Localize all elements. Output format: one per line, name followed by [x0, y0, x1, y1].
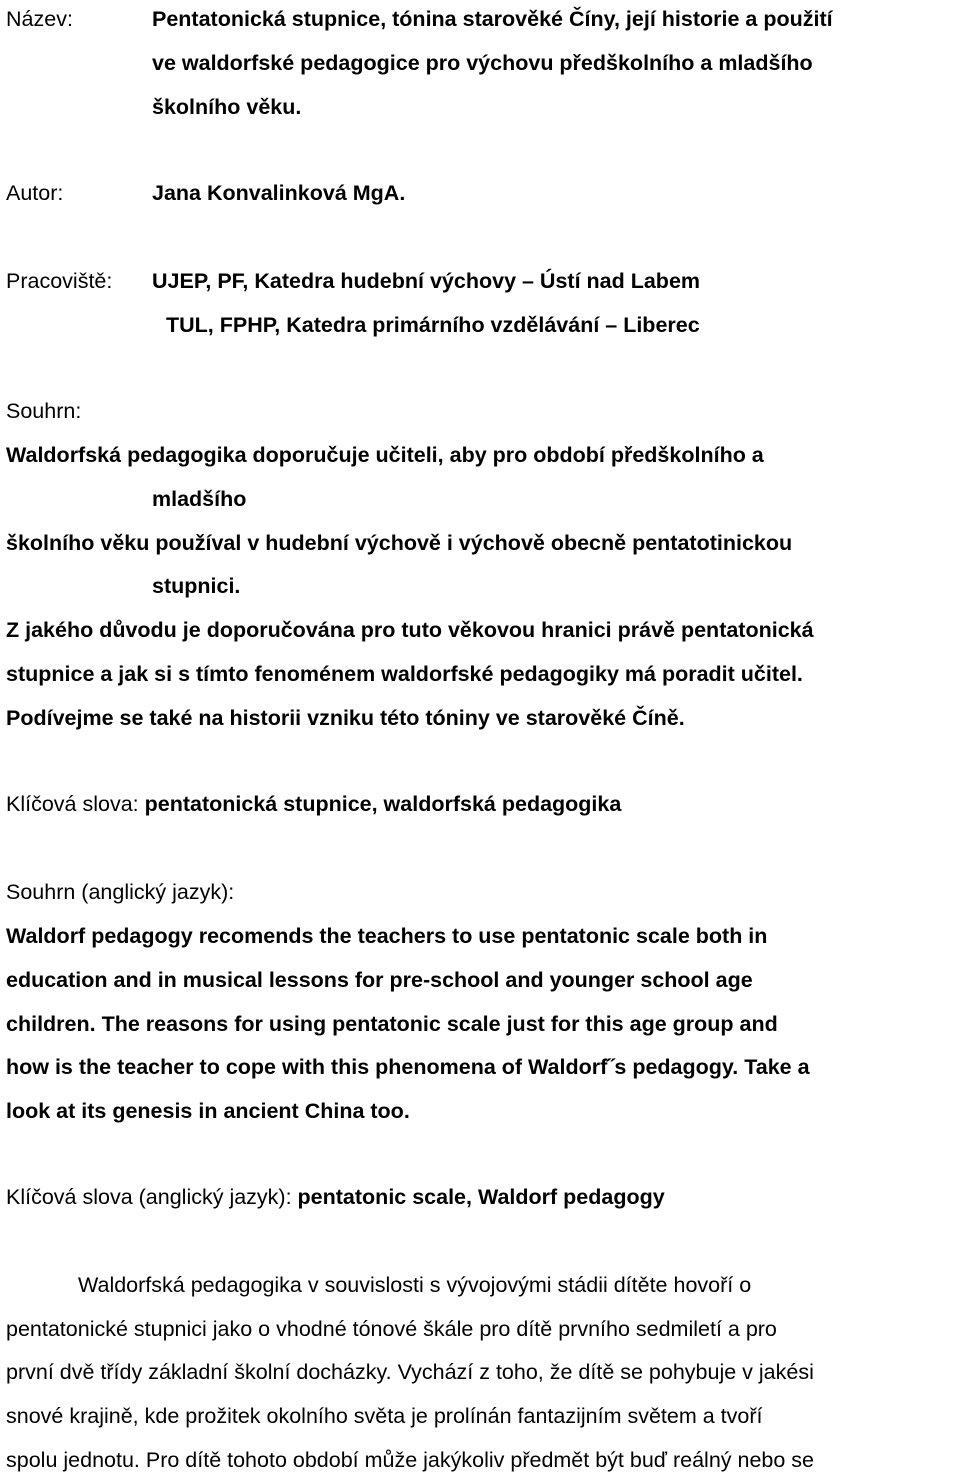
keywords-en: [6, 1184, 665, 1210]
summary-en-line: how is the teacher to cope with this phenomena of Waldorf˝s pedagogy. Take a: [6, 1055, 810, 1079]
summary-line: stupnice a jak si s tímto fenoménem waldorfské pedagogiky má poradit učitel.: [6, 662, 803, 686]
workplace-line: UJEP, PF, Katedra hudební výchovy – Ústí nad Labem: [152, 269, 701, 293]
workplace-line: TUL, FPHP, Katedra primárního vzdělávání – Liberec: [166, 313, 700, 337]
title-line: ve waldorfské pedagogice pro výchovu předškolního a mladšího: [152, 51, 813, 75]
body-line: pentatonické stupnici jako o vhodné tónové škále pro dítě prvního sedmiletí a pro: [6, 1317, 777, 1341]
body-line: spolu jednotu. Pro dítě tohoto období může jakýkoliv předmět být buď reálný nebo se: [6, 1448, 815, 1472]
workplace-label: Pracoviště:: [6, 269, 113, 293]
keywords-value: pentatonická stupnice, waldorfská pedagogika: [144, 792, 622, 816]
author-value: Jana Konvalinková MgA.: [152, 181, 406, 205]
summary-en-line: education and in musical lessons for pre-school and younger school age: [6, 968, 753, 992]
body-line: Waldorfská pedagogika v souvislosti s vývojovými stádii dítěte hovoří o: [78, 1273, 752, 1297]
keywords-en-value: pentatonic scale, Waldorf pedagogy: [297, 1185, 665, 1209]
summary-line: stupnici.: [152, 574, 241, 598]
summary-line: školního věku používal v hudební výchově i výchově obecně pentatotinickou: [6, 531, 793, 555]
title-line: Pentatonická stupnice, tónina starověké Číny, její historie a použití: [152, 7, 833, 31]
summary-line: mladšího: [152, 487, 247, 511]
summary-line: Waldorfská pedagogika doporučuje učiteli, aby pro období předškolního a: [6, 443, 764, 467]
keywords: [6, 791, 621, 817]
summary-en-label: Souhrn (anglický jazyk):: [6, 880, 235, 904]
body-line: první dvě třídy základní školní docházky. Vychází z toho, že dítě se pohybuje v jakési: [6, 1360, 814, 1384]
author-label: Autor:: [6, 181, 64, 205]
keywords-label: Klíčová slova:: [6, 792, 145, 816]
summary-en-line: Waldorf pedagogy recomends the teachers to use pentatonic scale both in: [6, 924, 768, 948]
summary-label: Souhrn:: [6, 399, 82, 423]
summary-line: Podívejme se také na historii vzniku této tóniny ve starověké Číně.: [6, 706, 685, 730]
body-line: snové krajině, kde prožitek okolního světa je prolínán fantazijním světem a tvoří: [6, 1404, 763, 1428]
summary-line: Z jakého důvodu je doporučována pro tuto věkovou hranici právě pentatonická: [6, 618, 814, 642]
title-label: Název:: [6, 7, 73, 31]
summary-en-line: look at its genesis in ancient China too.: [6, 1099, 410, 1123]
keywords-en-label: Klíčová slova (anglický jazyk):: [6, 1185, 298, 1209]
summary-en-line: children. The reasons for using pentatonic scale just for this age group and: [6, 1012, 778, 1036]
title-line: školního věku.: [152, 95, 302, 119]
